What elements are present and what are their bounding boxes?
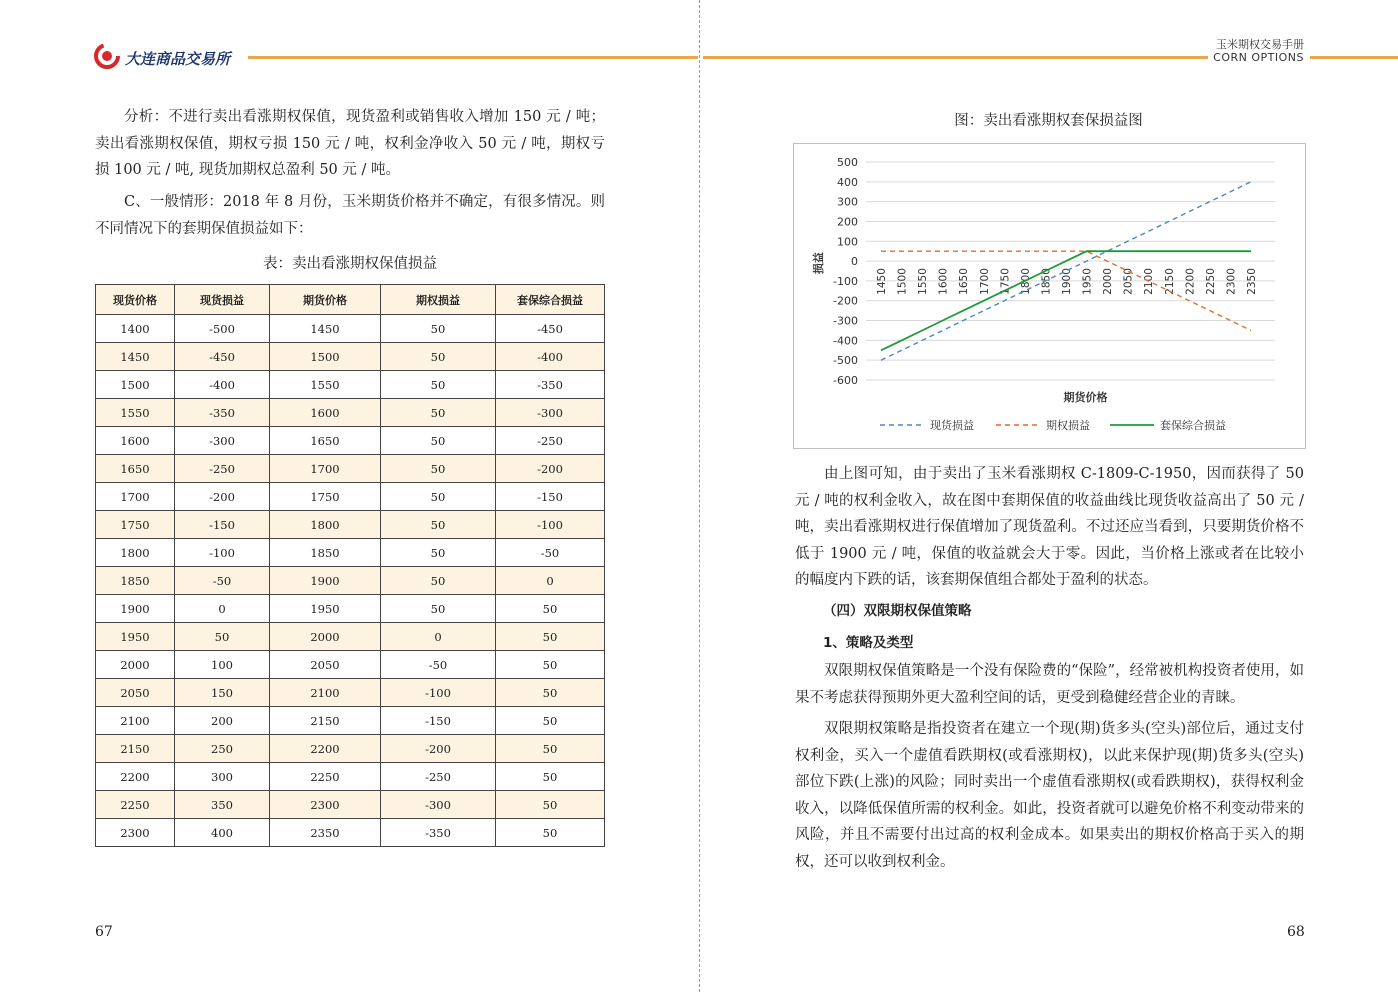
table-cell: 100	[175, 651, 270, 679]
analysis-text: 分析：不进行卖出看涨期权保值，现货盈利或销售收入增加 150 元 / 吨；卖出看涨期权保值，期权亏损 150 元 / 吨，权利金净收入 50 元 / 吨，期权亏损 100 元 / 吨, 现货加期权总盈利 50 元 / 吨。	[95, 109, 605, 178]
figure-caption: 图：卖出看涨期权套保损益图	[954, 113, 1143, 129]
table-row	[96, 315, 605, 343]
x-axis-label: 期货价格	[1063, 391, 1108, 404]
x-tick-label: 1500	[896, 268, 909, 295]
table-cell: -100	[175, 539, 270, 567]
x-tick-label: 2100	[1143, 268, 1156, 295]
x-tick-label: 1700	[978, 268, 991, 295]
x-tick-label: 1550	[917, 268, 930, 295]
right-paragraph-conclusion	[795, 461, 1304, 594]
table-cell: 50	[381, 371, 496, 399]
table-cell: -450	[496, 315, 605, 343]
table-cell: 300	[175, 763, 270, 791]
table-cell: 2200	[96, 763, 175, 791]
y-axis-label: 损益	[812, 252, 825, 275]
y-tick-label: 500	[837, 156, 858, 169]
table-cell: 0	[381, 623, 496, 651]
table-cell: 1650	[96, 455, 175, 483]
table-cell: 1500	[270, 343, 381, 371]
table-cell: 2250	[270, 763, 381, 791]
y-tick-label: -100	[833, 274, 858, 288]
section-heading-collar: （四）双限期权保值策略	[823, 603, 972, 619]
table-cell: 50	[381, 343, 496, 371]
table-cell: -300	[381, 791, 496, 819]
book-title-en: CORN OPTIONS	[1213, 51, 1304, 64]
table-cell: -300	[175, 427, 270, 455]
table-cell: 50	[175, 623, 270, 651]
table-cell: -200	[381, 735, 496, 763]
table-row	[96, 567, 605, 595]
table-cell: 1700	[270, 455, 381, 483]
col-spot-price: 现货价格	[96, 285, 175, 315]
table-cell: -200	[175, 483, 270, 511]
table-cell: 1450	[96, 343, 175, 371]
table-row	[96, 399, 605, 427]
y-tick-label: -500	[833, 354, 858, 368]
collar-definition-text: 双限期权策略是指投资者在建立一个现(期)货多头(空头)部位后，通过支付权利金，买入一个虚值看跌期权(或看涨期权)，以此来保护现(期)货多头(空头)部位下跌(上涨)的风险；同时卖出一个虚值看涨期权(或看跌期权)，获得权利金收入，以降低保值所需的权利金。如此，投资者就可以避免价格不利变动带来的风险，并且不需要付出过高的权利金成本。如果卖出的期权价格高于买入的期权，还可以收到权利金。	[795, 721, 1304, 870]
x-tick-label: 1600	[937, 268, 950, 295]
legend-label: 期权损益	[1046, 419, 1090, 432]
hedge-pnl-chart	[793, 143, 1306, 449]
table-cell: 2100	[270, 679, 381, 707]
y-tick-label: 200	[837, 215, 858, 229]
col-hedge-pnl: 套保综合损益	[496, 285, 605, 315]
table-row	[96, 819, 605, 847]
table-cell: 2150	[270, 707, 381, 735]
table-row	[96, 791, 605, 819]
table-cell: 50	[381, 455, 496, 483]
x-tick-label: 1950	[1081, 268, 1094, 295]
table-cell: 1900	[96, 595, 175, 623]
legend-label: 现货损益	[930, 419, 974, 432]
x-tick-label: 1800	[1019, 268, 1032, 295]
table-cell: 50	[496, 679, 605, 707]
table-cell: 2150	[96, 735, 175, 763]
y-tick-label: 400	[837, 175, 858, 189]
table-cell: 50	[496, 791, 605, 819]
table-cell: 50	[381, 315, 496, 343]
table-cell: 2350	[270, 819, 381, 847]
table-cell: 2000	[270, 623, 381, 651]
x-tick-label: 2200	[1184, 268, 1197, 295]
table-row	[96, 343, 605, 371]
y-tick-label: -200	[833, 294, 858, 308]
table-cell: -400	[496, 343, 605, 371]
table-row	[96, 539, 605, 567]
table-cell: -250	[175, 455, 270, 483]
chart-svg	[794, 144, 1305, 448]
table-row	[96, 427, 605, 455]
col-option-pnl: 期权损益	[381, 285, 496, 315]
table-cell: -300	[496, 399, 605, 427]
table-body	[96, 315, 605, 847]
table-cell: 2050	[270, 651, 381, 679]
table-cell: 1900	[270, 567, 381, 595]
table-row	[96, 595, 605, 623]
table-cell: 350	[175, 791, 270, 819]
table-cell: 1500	[96, 371, 175, 399]
table-cell: 2200	[270, 735, 381, 763]
table-cell: 1850	[270, 539, 381, 567]
table-row	[96, 455, 605, 483]
page-number-left: 67	[95, 924, 113, 940]
table-cell: 50	[381, 399, 496, 427]
table-cell: 50	[381, 595, 496, 623]
x-tick-label: 2300	[1225, 268, 1238, 295]
table-cell: -200	[496, 455, 605, 483]
x-tick-label: 2000	[1102, 268, 1115, 295]
table-cell: 50	[381, 539, 496, 567]
table-cell: -250	[496, 427, 605, 455]
table-row	[96, 511, 605, 539]
left-paragraph-general	[95, 189, 605, 242]
y-tick-label: -300	[833, 314, 858, 328]
table-cell: -150	[175, 511, 270, 539]
table-header-row	[96, 285, 605, 315]
table-cell: 200	[175, 707, 270, 735]
table-cell: 2100	[96, 707, 175, 735]
x-tick-label: 1900	[1061, 268, 1073, 295]
table-cell: 1450	[270, 315, 381, 343]
col-spot-pnl: 现货损益	[175, 285, 270, 315]
table-row	[96, 735, 605, 763]
table-row	[96, 707, 605, 735]
right-paragraph-collar-intro	[795, 658, 1304, 711]
table-cell: -450	[175, 343, 270, 371]
table-cell: 50	[496, 763, 605, 791]
table-cell: 400	[175, 819, 270, 847]
table-row	[96, 371, 605, 399]
table-cell: 50	[381, 567, 496, 595]
table-cell: -100	[381, 679, 496, 707]
x-tick-label: 1850	[1040, 268, 1053, 295]
left-paragraph-analysis	[95, 104, 605, 184]
exchange-name: 大连商品交易所	[125, 50, 231, 68]
table-cell: -50	[175, 567, 270, 595]
table-cell: 50	[496, 819, 605, 847]
page-fold-divider	[699, 0, 700, 992]
table-cell: 50	[496, 651, 605, 679]
table-cell: -350	[381, 819, 496, 847]
table-row	[96, 623, 605, 651]
table-cell: 1750	[96, 511, 175, 539]
table-cell: 50	[381, 511, 496, 539]
table-cell: 0	[175, 595, 270, 623]
table-caption: 表：卖出看涨期权保值损益	[263, 256, 437, 272]
x-tick-label: 2050	[1122, 268, 1135, 295]
table-cell: -50	[496, 539, 605, 567]
table-row	[96, 763, 605, 791]
table-cell: 1600	[270, 399, 381, 427]
table-cell: 1650	[270, 427, 381, 455]
table-cell: -50	[381, 651, 496, 679]
legend-label: 套保综合损益	[1160, 419, 1226, 432]
exchange-logo-icon	[93, 42, 121, 70]
table-cell: 50	[381, 427, 496, 455]
collar-intro-text: 双限期权保值策略是一个没有保险费的“保险”，经常被机构投资者使用，如果不考虑获得预期外更大盈利空间的话，更受到稳健经营企业的青睐。	[795, 663, 1304, 706]
table-cell: 2300	[96, 819, 175, 847]
header-rule-right	[703, 56, 1208, 59]
x-tick-label: 1450	[876, 268, 888, 295]
table-cell: -400	[175, 371, 270, 399]
table-cell: 1950	[96, 623, 175, 651]
table-cell: 1800	[96, 539, 175, 567]
x-tick-label: 2150	[1163, 268, 1176, 295]
table-cell: 2300	[270, 791, 381, 819]
x-tick-label: 2250	[1204, 268, 1217, 295]
header-rule-left	[248, 56, 698, 59]
y-tick-label: -600	[833, 374, 858, 387]
table-cell: 2250	[96, 791, 175, 819]
subsection-heading-strategy: 1、策略及类型	[823, 635, 914, 651]
table-cell: 1950	[270, 595, 381, 623]
table-row	[96, 679, 605, 707]
table-cell: -500	[175, 315, 270, 343]
y-tick-label: 0	[851, 255, 858, 269]
right-paragraph-collar-definition	[795, 716, 1304, 875]
x-tick-label: 1650	[958, 268, 971, 295]
table-cell: 1750	[270, 483, 381, 511]
table-cell: 0	[496, 567, 605, 595]
table-cell: -150	[381, 707, 496, 735]
table-cell: 50	[381, 483, 496, 511]
table-cell: -350	[496, 371, 605, 399]
table-cell: 1400	[96, 315, 175, 343]
y-tick-label: 100	[837, 235, 858, 249]
y-tick-label: 300	[837, 195, 858, 209]
x-tick-label: 2350	[1246, 268, 1258, 295]
x-tick-label: 1750	[999, 268, 1012, 295]
col-futures-price: 期货价格	[270, 285, 381, 315]
table-cell: 2050	[96, 679, 175, 707]
table-cell: 1600	[96, 427, 175, 455]
page-number-right: 68	[1287, 924, 1305, 940]
table-cell: 250	[175, 735, 270, 763]
table-row	[96, 651, 605, 679]
table-cell: 50	[496, 595, 605, 623]
table-cell: 1550	[96, 399, 175, 427]
conclusion-text: 由上图可知，由于卖出了玉米看涨期权 C-1809-C-1950，因而获得了 50 元 / 吨的权利金收入，故在图中套期保值的收益曲线比现货收益高出了 50 元 / 吨，卖出看涨期权进行保值增加了现货盈利。不过还应当看到，只要期货价格不低于 1900 元 / 吨，保值的收益就会大于零。因此，当价格上涨或者在比较小的幅度内下跌的话，该套期保值组合都处于盈利的状态。	[795, 466, 1304, 588]
hedge-pnl-table	[95, 284, 605, 847]
table-cell: -250	[381, 763, 496, 791]
table-cell: 1800	[270, 511, 381, 539]
table-cell: -150	[496, 483, 605, 511]
table-cell: 1550	[270, 371, 381, 399]
table-cell: 50	[496, 707, 605, 735]
table-row	[96, 483, 605, 511]
table-cell: 2000	[96, 651, 175, 679]
table-cell: 1850	[96, 567, 175, 595]
y-tick-label: -400	[833, 334, 858, 348]
table-cell: 50	[496, 623, 605, 651]
table-cell: -100	[496, 511, 605, 539]
general-case-text: C、一般情形：2018 年 8 月份，玉米期货价格并不确定，有很多情况。则不同情况下的套期保值损益如下：	[95, 194, 605, 237]
header-rule-right-end	[1310, 56, 1398, 59]
table-cell: -350	[175, 399, 270, 427]
table-cell: 50	[496, 735, 605, 763]
table-cell: 150	[175, 679, 270, 707]
book-title-cn: 玉米期权交易手册	[1216, 38, 1304, 51]
table-cell: 1700	[96, 483, 175, 511]
